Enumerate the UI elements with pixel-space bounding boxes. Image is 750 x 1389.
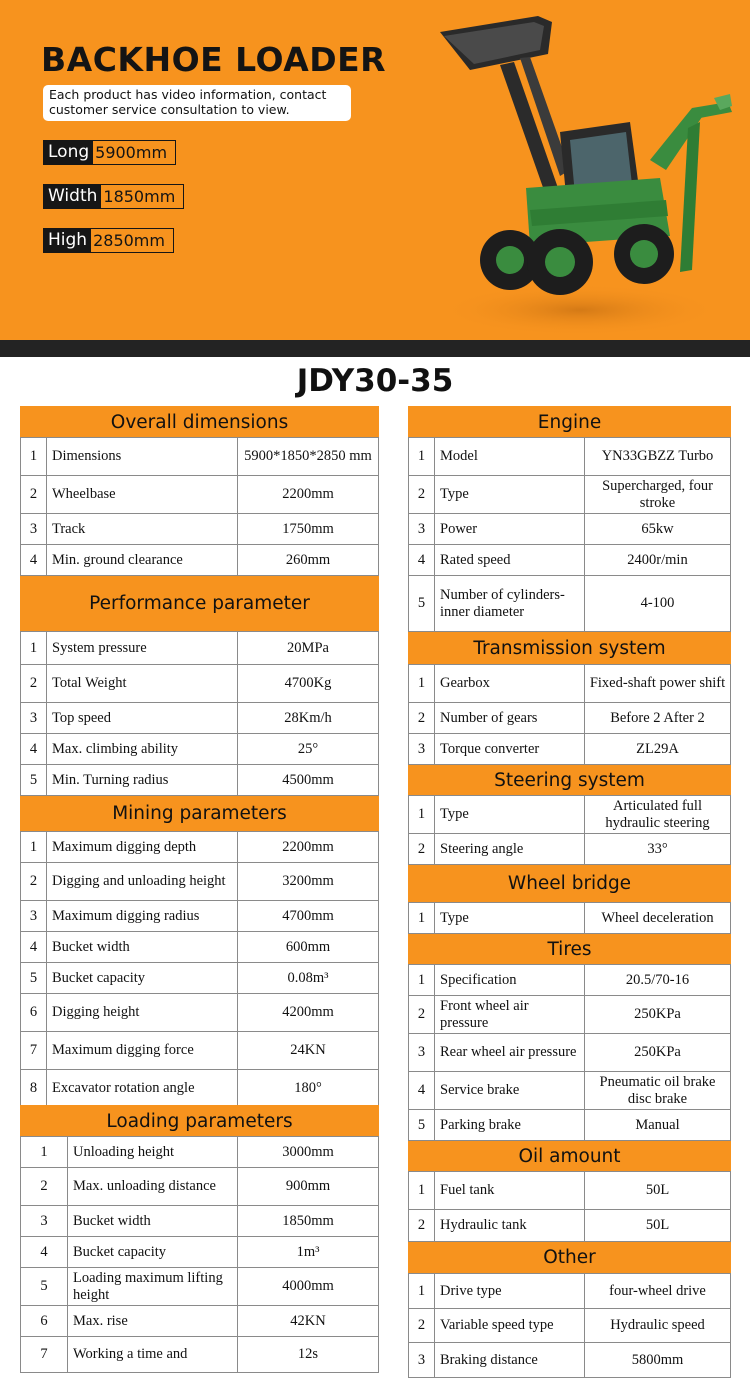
table-row [21, 1070, 379, 1108]
row-number: 3 [21, 1206, 68, 1237]
row-label: Rear wheel air pressure [435, 1034, 585, 1072]
row-label: Bucket capacity [68, 1237, 238, 1268]
table-row [409, 834, 731, 865]
row-value: 5800mm [585, 1343, 731, 1378]
table-row [409, 438, 731, 476]
row-value: four-wheel drive [585, 1274, 731, 1309]
table-row [409, 545, 731, 576]
hero-banner [0, 0, 750, 340]
section-title: Overall dimensions [21, 407, 379, 438]
row-label: Wheelbase [47, 476, 238, 514]
table-row [409, 734, 731, 765]
row-number: 6 [21, 994, 47, 1032]
table-row [21, 1337, 379, 1373]
row-value: 4700mm [238, 901, 379, 932]
section-header [21, 796, 379, 832]
row-value: 1750mm [238, 514, 379, 545]
row-number: 3 [409, 734, 435, 765]
row-label: Track [47, 514, 238, 545]
model-heading: JDY30-35 [296, 363, 454, 399]
row-number: 2 [21, 476, 47, 514]
table-row [21, 632, 379, 665]
section-title: Tires [409, 934, 731, 965]
row-value: 1m³ [238, 1237, 379, 1268]
row-number: 2 [21, 863, 47, 901]
section-header [409, 934, 731, 965]
row-value: Hydraulic speed [585, 1309, 731, 1343]
table-row [21, 703, 379, 734]
row-label: Service brake [435, 1072, 585, 1110]
row-number: 3 [409, 1343, 435, 1378]
row-label: Hydraulic tank [435, 1210, 585, 1242]
row-number: 1 [409, 796, 435, 834]
row-label: System pressure [47, 632, 238, 665]
row-value: 4-100 [585, 576, 731, 632]
row-label: Torque converter [435, 734, 585, 765]
table-row [21, 476, 379, 514]
section-header [21, 576, 379, 632]
section-header [409, 1141, 731, 1172]
row-value: Before 2 After 2 [585, 703, 731, 734]
row-label: Parking brake [435, 1110, 585, 1141]
row-label: Maximum digging force [47, 1032, 238, 1070]
contact-note: Each product has video information, contact customer service consultation to view. [43, 85, 351, 121]
row-value: 2400r/min [585, 545, 731, 576]
row-label: Max. rise [68, 1306, 238, 1337]
row-value: 250KPa [585, 1034, 731, 1072]
row-value: 50L [585, 1172, 731, 1210]
row-value: 180° [238, 1070, 379, 1108]
row-number: 3 [409, 514, 435, 545]
table-row [21, 734, 379, 765]
row-number: 1 [409, 903, 435, 934]
table-row [409, 703, 731, 734]
row-number: 2 [409, 703, 435, 734]
table-row [21, 665, 379, 703]
row-label: Front wheel air pressure [435, 996, 585, 1034]
row-value: 5900*1850*2850 mm [238, 438, 379, 476]
dimension-value: 5900mm [93, 140, 176, 165]
row-label: Braking distance [435, 1343, 585, 1378]
table-row [409, 1210, 731, 1242]
row-label: Steering angle [435, 834, 585, 865]
row-label: Excavator rotation angle [47, 1070, 238, 1108]
row-label: Maximum digging radius [47, 901, 238, 932]
row-value: Fixed-shaft power shift [585, 665, 731, 703]
table-row [409, 1343, 731, 1378]
row-number: 3 [21, 703, 47, 734]
row-number: 4 [409, 545, 435, 576]
dimension-long [43, 140, 176, 165]
row-value: 12s [238, 1337, 379, 1373]
row-value: 1850mm [238, 1206, 379, 1237]
table-row [21, 1137, 379, 1168]
row-value: 2200mm [238, 476, 379, 514]
row-number: 3 [409, 1034, 435, 1072]
section-title: Other [409, 1242, 731, 1274]
row-label: Top speed [47, 703, 238, 734]
row-value: 20.5/70-16 [585, 965, 731, 996]
table-row [21, 1032, 379, 1070]
table-row [409, 996, 731, 1034]
row-label: Bucket width [47, 932, 238, 963]
row-number: 5 [21, 1268, 68, 1306]
table-row [409, 965, 731, 996]
row-value: 25° [238, 734, 379, 765]
table-row [409, 1172, 731, 1210]
section-header [409, 407, 731, 438]
row-number: 1 [409, 665, 435, 703]
row-label: Working a time and [68, 1337, 238, 1373]
row-number: 4 [21, 932, 47, 963]
dimension-label: High [43, 228, 91, 253]
row-label: Specification [435, 965, 585, 996]
row-number: 2 [409, 476, 435, 514]
row-number: 5 [409, 1110, 435, 1141]
row-label: Bucket capacity [47, 963, 238, 994]
left-spec-table [20, 406, 379, 1108]
table-row [21, 1306, 379, 1337]
row-number: 5 [21, 765, 47, 796]
row-value: Wheel deceleration [585, 903, 731, 934]
row-value: 4500mm [238, 765, 379, 796]
row-label: Min. Turning radius [47, 765, 238, 796]
section-header [21, 1106, 379, 1137]
row-number: 4 [409, 1072, 435, 1110]
table-row [409, 514, 731, 545]
table-row [21, 438, 379, 476]
table-row [21, 832, 379, 863]
section-header [409, 865, 731, 903]
row-number: 6 [21, 1306, 68, 1337]
row-value: YN33GBZZ Turbo [585, 438, 731, 476]
row-number: 4 [21, 545, 47, 576]
row-label: Min. ground clearance [47, 545, 238, 576]
row-label: Type [435, 476, 585, 514]
row-number: 1 [409, 1172, 435, 1210]
loading-parameters-table [20, 1105, 379, 1373]
row-number: 2 [409, 996, 435, 1034]
table-row [409, 1034, 731, 1072]
dimension-value: 1850mm [101, 184, 184, 209]
row-label: Number of gears [435, 703, 585, 734]
row-value: 250KPa [585, 996, 731, 1034]
dimension-label: Long [43, 140, 93, 165]
row-label: Variable speed type [435, 1309, 585, 1343]
section-header [409, 1242, 731, 1274]
row-number: 2 [409, 1309, 435, 1343]
row-value: 3200mm [238, 863, 379, 901]
row-number: 7 [21, 1032, 47, 1070]
table-row [21, 1237, 379, 1268]
row-label: Drive type [435, 1274, 585, 1309]
divider-band [0, 340, 750, 357]
table-row [21, 765, 379, 796]
row-value: 2200mm [238, 832, 379, 863]
row-label: Total Weight [47, 665, 238, 703]
table-row [409, 576, 731, 632]
row-label: Gearbox [435, 665, 585, 703]
row-value: 900mm [238, 1168, 379, 1206]
row-label: Model [435, 438, 585, 476]
table-row [21, 514, 379, 545]
row-label: Max. unloading distance [68, 1168, 238, 1206]
table-row [21, 994, 379, 1032]
row-number: 2 [21, 665, 47, 703]
row-number: 1 [409, 438, 435, 476]
table-row [409, 665, 731, 703]
row-number: 3 [21, 514, 47, 545]
table-row [21, 863, 379, 901]
row-value: 3000mm [238, 1137, 379, 1168]
section-title: Engine [409, 407, 731, 438]
row-value: 28Km/h [238, 703, 379, 734]
row-label: Type [435, 903, 585, 934]
row-value: Articulated full hydraulic steering [585, 796, 731, 834]
table-row [21, 1268, 379, 1306]
page-title: BACKHOE LOADER [41, 40, 387, 79]
section-header [21, 407, 379, 438]
dimension-width [43, 184, 184, 209]
table-row [409, 1309, 731, 1343]
row-number: 4 [21, 1237, 68, 1268]
row-number: 5 [409, 576, 435, 632]
row-label: Loading maximum lifting height [68, 1268, 238, 1306]
row-label: Unloading height [68, 1137, 238, 1168]
table-row [409, 1072, 731, 1110]
row-number: 2 [21, 1168, 68, 1206]
row-value: 42KN [238, 1306, 379, 1337]
row-number: 8 [21, 1070, 47, 1108]
row-value: 20MPa [238, 632, 379, 665]
row-value: 0.08m³ [238, 963, 379, 994]
row-number: 7 [21, 1337, 68, 1373]
row-label: Maximum digging depth [47, 832, 238, 863]
dimension-label: Width [43, 184, 101, 209]
row-number: 1 [21, 438, 47, 476]
section-title: Wheel bridge [409, 865, 731, 903]
row-label: Digging height [47, 994, 238, 1032]
table-row [21, 901, 379, 932]
row-value: Supercharged, four stroke [585, 476, 731, 514]
section-title: Performance parameter [21, 576, 379, 632]
row-value: 4700Kg [238, 665, 379, 703]
table-row [409, 1110, 731, 1141]
row-number: 1 [21, 632, 47, 665]
row-number: 3 [21, 901, 47, 932]
table-row [21, 1206, 379, 1237]
section-title: Steering system [409, 765, 731, 796]
row-label: Power [435, 514, 585, 545]
row-number: 4 [21, 734, 47, 765]
section-title: Loading parameters [21, 1106, 379, 1137]
backhoe-loader-illustration [430, 10, 750, 340]
row-label: Max. climbing ability [47, 734, 238, 765]
row-label: Number of cylinders-inner diameter [435, 576, 585, 632]
table-row [21, 545, 379, 576]
row-value: 4000mm [238, 1268, 379, 1306]
row-value: 50L [585, 1210, 731, 1242]
row-value: 4200mm [238, 994, 379, 1032]
row-value: 65kw [585, 514, 731, 545]
row-label: Fuel tank [435, 1172, 585, 1210]
table-row [409, 1274, 731, 1309]
row-value: Manual [585, 1110, 731, 1141]
row-label: Digging and unloading height [47, 863, 238, 901]
table-row [21, 932, 379, 963]
section-header [409, 765, 731, 796]
row-value: Pneumatic oil brake disc brake [585, 1072, 731, 1110]
row-number: 1 [21, 832, 47, 863]
table-row [21, 963, 379, 994]
row-value: 33° [585, 834, 731, 865]
table-row [409, 476, 731, 514]
row-label: Dimensions [47, 438, 238, 476]
row-number: 1 [21, 1137, 68, 1168]
row-label: Rated speed [435, 545, 585, 576]
table-row [409, 903, 731, 934]
section-title: Oil amount [409, 1141, 731, 1172]
section-header [409, 632, 731, 665]
right-spec-table [408, 406, 731, 1378]
row-value: 24KN [238, 1032, 379, 1070]
row-value: ZL29A [585, 734, 731, 765]
row-number: 2 [409, 1210, 435, 1242]
row-label: Bucket width [68, 1206, 238, 1237]
table-row [21, 1168, 379, 1206]
table-row [409, 796, 731, 834]
dimension-high [43, 228, 174, 253]
row-value: 600mm [238, 932, 379, 963]
row-number: 1 [409, 965, 435, 996]
row-number: 5 [21, 963, 47, 994]
section-title: Mining parameters [21, 796, 379, 832]
row-number: 1 [409, 1274, 435, 1309]
row-number: 2 [409, 834, 435, 865]
row-value: 260mm [238, 545, 379, 576]
row-label: Type [435, 796, 585, 834]
section-title: Transmission system [409, 632, 731, 665]
dimension-value: 2850mm [91, 228, 174, 253]
